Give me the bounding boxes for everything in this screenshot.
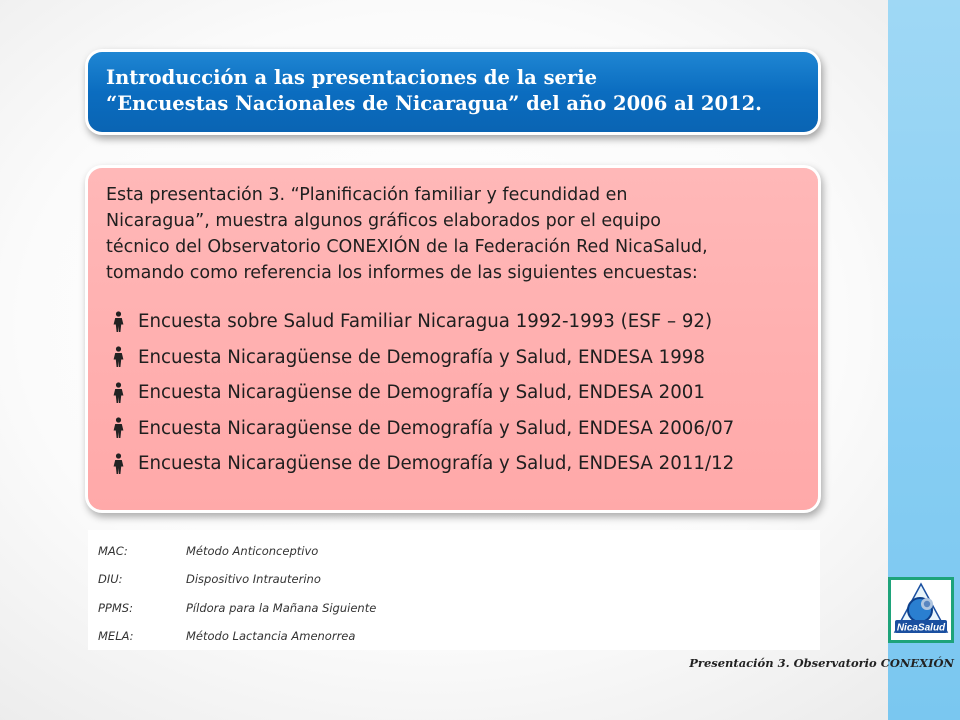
nicasalud-logo <box>888 577 954 643</box>
list-item <box>112 304 800 340</box>
person-icon <box>112 453 125 475</box>
abbreviation-row <box>98 601 376 615</box>
survey-label: Encuesta sobre Salud Familiar Nicaragua 1992-1993 (ESF – 92) <box>138 311 713 333</box>
title-banner <box>88 52 818 132</box>
abbreviation-key: MAC: <box>98 544 128 558</box>
person-icon <box>112 346 125 368</box>
abbreviation-row <box>98 544 318 558</box>
abbreviation-key: MELA: <box>98 629 134 643</box>
survey-list <box>106 304 800 482</box>
survey-label: Encuesta Nicaragüense de Demografía y Salud, ENDESA 2001 <box>138 382 705 404</box>
list-item <box>112 340 800 376</box>
abbreviation-meaning: Método Anticonceptivo <box>186 544 319 558</box>
survey-label: Encuesta Nicaragüense de Demografía y Salud, ENDESA 2011/12 <box>138 453 735 475</box>
logo-text: NicaSalud <box>896 622 946 634</box>
abbreviation-meaning: Píldora para la Mañana Siguiente <box>186 601 377 615</box>
title-line-2: “Encuestas Nacionales de Nicaragua” del año 2006 al 2012. <box>106 92 762 115</box>
abbreviation-key: PPMS: <box>98 601 133 615</box>
person-icon <box>112 382 125 404</box>
person-icon <box>112 311 125 333</box>
abbreviation-meaning: Dispositivo Intrauterino <box>186 572 321 586</box>
intro-line-2: Nicaragua”, muestra algunos gráficos elaborados por el equipo <box>106 211 662 231</box>
abbreviation-meaning: Método Lactancia Amenorrea <box>186 629 356 643</box>
footer-caption: Presentación 3. Observatorio CONEXIÓN <box>689 656 954 670</box>
description-panel <box>88 168 818 510</box>
abbreviation-row <box>98 572 321 586</box>
intro-paragraph <box>106 182 800 286</box>
person-icon <box>112 417 125 439</box>
title-line-1: Introducción a las presentaciones de la serie <box>106 66 598 89</box>
abbreviation-key: DIU: <box>98 572 123 586</box>
list-item <box>112 375 800 411</box>
abbreviations-panel <box>88 530 820 650</box>
intro-line-4: tomando como referencia los informes de las siguientes encuestas: <box>106 263 698 283</box>
intro-line-3: técnico del Observatorio CONEXIÓN de la Federación Red NicaSalud, <box>106 237 708 257</box>
list-item <box>112 446 800 482</box>
intro-line-1: Esta presentación 3. “Planificación familiar y fecundidad en <box>106 185 628 205</box>
abbreviation-row <box>98 629 355 643</box>
list-item <box>112 411 800 447</box>
nicasalud-logo-icon <box>891 580 951 640</box>
survey-label: Encuesta Nicaragüense de Demografía y Salud, ENDESA 1998 <box>138 346 705 368</box>
survey-label: Encuesta Nicaragüense de Demografía y Salud, ENDESA 2006/07 <box>138 417 735 439</box>
